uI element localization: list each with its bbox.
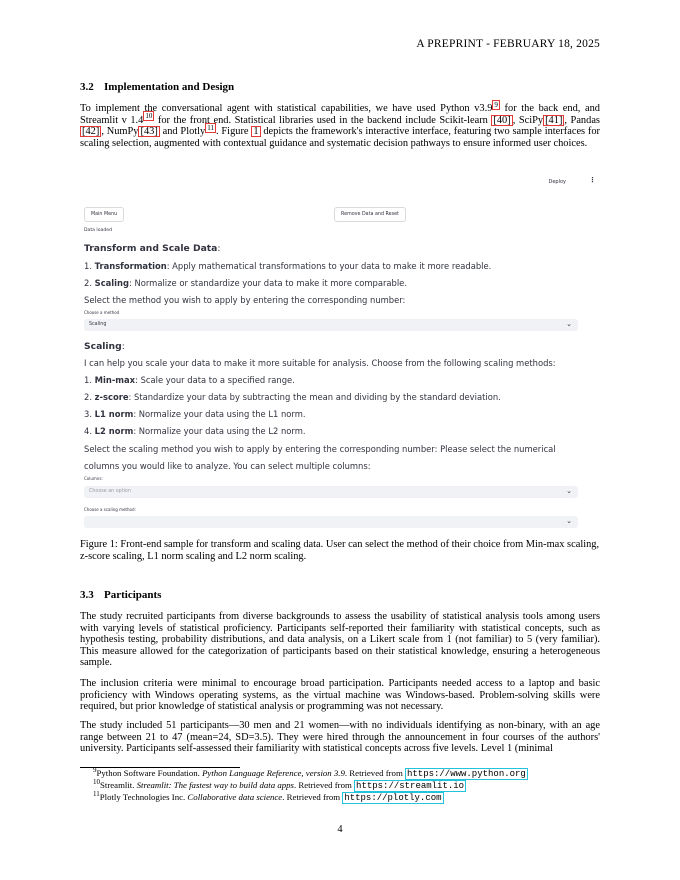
chevron-down-icon: ⌄: [566, 517, 572, 525]
footnote-text: . Retrieved from: [344, 768, 405, 778]
transform-heading: [84, 243, 221, 254]
footnote-org: Streamlit.: [100, 780, 137, 790]
option-scaling: [84, 278, 407, 288]
item-bold: Transformation: [94, 261, 167, 271]
transform-heading-text: Transform and Scale Data: [84, 243, 218, 254]
kebab-menu-icon[interactable]: ⋮: [589, 176, 596, 184]
item-bold: Scaling: [94, 278, 130, 288]
footnote-number: 11: [93, 790, 100, 799]
choose-method-select[interactable]: [84, 319, 578, 331]
footnote-ref-10[interactable]: 10: [145, 112, 153, 121]
page-number: 4: [337, 824, 343, 835]
footnote-ref-11[interactable]: 11: [207, 123, 214, 132]
method-l1-norm: [84, 409, 306, 419]
citation-41[interactable]: [41]: [545, 114, 563, 126]
chevron-down-icon: ⌄: [566, 320, 572, 328]
chevron-down-icon: ⌄: [566, 487, 572, 495]
item-number: 1.: [84, 375, 95, 385]
choose-method-label: Choose a method: [84, 310, 120, 315]
citation-42[interactable]: [42]: [82, 126, 100, 138]
participants-paragraph-3: The study included 51 participants—30 men and 21 women—with no individuals identifying as non-binary, with an age range between 21 to 47 (mean=24, SD=3.5). They were hired through the announcement in four courses of the authors' university. Participants self-assessed their familiarity with statistical concepts across five levels. Level 1 (minimal: [80, 720, 600, 755]
section-title: Participants: [104, 589, 162, 601]
item-bold: z-score: [94, 392, 129, 402]
scaling-prompt-line-2: columns you would like to analyze. You can select multiple columns:: [84, 461, 371, 471]
footnote-text: . Retrieved from: [293, 780, 355, 790]
text-run: , Pandas: [564, 114, 600, 126]
footnote-9: [93, 768, 528, 779]
footnote-number: 9: [93, 766, 97, 775]
scaling-method-select[interactable]: [84, 516, 578, 528]
item-number: 4.: [84, 426, 95, 436]
method-min-max: [84, 375, 295, 385]
figure-ref-1[interactable]: 1: [253, 126, 259, 138]
deploy-button[interactable]: Deploy: [548, 179, 566, 185]
item-text: : Normalize your data using the L1 norm.: [133, 409, 306, 419]
option-transformation: [84, 261, 491, 271]
implementation-paragraph: [80, 100, 601, 149]
footnote-title: Streamlit: The fastest way to build data apps: [136, 780, 294, 790]
text-run: depicts the framework's interactive interface, featuring two sample interfaces for scaling selection, augmented with contextual guidance and systematic decision pathways to ensure informed user choices.: [80, 126, 601, 149]
footnote-title: Python Language Reference, version 3.9: [202, 768, 345, 778]
item-number: 2.: [84, 278, 95, 288]
citation-43[interactable]: [43]: [140, 126, 158, 138]
text-run: , NumPy: [101, 126, 139, 138]
footnote-link[interactable]: https://www.python.org: [407, 769, 526, 779]
scaling-intro: I can help you scale your data to make it more suitable for analysis. Choose from the following scaling methods:: [84, 358, 556, 368]
method-l2-norm: [84, 426, 306, 436]
scaling-heading: [84, 341, 125, 352]
method-z-score: [84, 392, 501, 402]
data-loaded-status: Data loaded: [84, 228, 112, 233]
item-bold: L1 norm: [94, 409, 134, 419]
participants-paragraph-1: The study recruited participants from diverse backgrounds to assess the usability of statistical analysis tools among users with varying levels of statistical proficiency. Participants self-reported their familiarity with statistical concepts, such as hypothesis testing, probability distributions, and data analysis, on a Likert scale from 1 (not familiar) to 5 (very familiar). This measure allowed for the categorization of participants based on their statistical knowledge, ensuring a heterogeneous sample.: [80, 611, 600, 669]
footnote-10: [93, 780, 466, 791]
text-run: To implement the conversational agent with statistical capabilities, we have used Python v3.9: [80, 103, 493, 114]
columns-multiselect[interactable]: [84, 486, 578, 498]
footnote-text: . Retrieved from: [282, 792, 343, 802]
columns-label: Columns:: [84, 476, 103, 481]
colon: :: [217, 243, 221, 254]
figure-1-screenshot: [80, 171, 600, 533]
item-number: 1.: [84, 261, 95, 271]
scaling-method-label: Choose a scaling method:: [84, 507, 136, 512]
item-text: : Normalize your data using the L2 norm.: [133, 426, 306, 436]
running-head: A PREPRINT - FEBRUARY 18, 2025: [416, 38, 600, 50]
main-menu-button[interactable]: Main Menu: [84, 207, 124, 222]
text-run: . Figure: [216, 126, 252, 138]
item-text: : Apply mathematical transformations to your data to make it more readable.: [166, 261, 492, 271]
item-bold: L2 norm: [94, 426, 134, 436]
figure-1-caption: Figure 1: Front-end sample for transform and scaling data. User can select the method of their choice from Min-max scaling, z-score scaling, L1 norm scaling and L2 norm scaling.: [80, 539, 600, 563]
section-number: 3.3: [80, 589, 94, 601]
item-bold: Min-max: [94, 375, 136, 385]
citation-40[interactable]: [40]: [493, 114, 511, 126]
scaling-heading-text: Scaling: [84, 341, 122, 352]
scaling-prompt-line-1: Select the scaling method you wish to apply by entering the corresponding number: Please select the numerical: [84, 444, 556, 454]
columns-placeholder: Choose an option: [89, 489, 131, 494]
footnote-link[interactable]: https://plotly.com: [344, 793, 442, 803]
footnote-org: Python Software Foundation.: [96, 768, 203, 778]
remove-data-button[interactable]: Remove Data and Reset: [334, 207, 406, 222]
participants-paragraph-2: The inclusion criteria were minimal to encourage broad participation. Participants needed access to a laptop and basic proficiency with Windows operating systems, as the virtual machine was Windows-based. Problem-solving skills were required, but prior knowledge of statistical analysis or programming was not necessary.: [80, 678, 600, 713]
item-text: : Standardize your data by subtracting the mean and dividing by the standard deviation.: [128, 392, 501, 402]
footnote-org: Plotly Technologies Inc.: [99, 792, 188, 802]
item-text: : Scale your data to a specified range.: [135, 375, 295, 385]
text-run: for the front end. Statistical libraries used in the backend include Scikit-learn: [154, 114, 492, 126]
select-method-prompt: Select the method you wish to apply by entering the corresponding number:: [84, 295, 406, 305]
footnote-link[interactable]: https://streamlit.io: [356, 781, 465, 791]
item-number: 2.: [84, 392, 95, 402]
text-run: , SciPy: [512, 114, 544, 126]
footnote-title: Collaborative data science: [187, 792, 283, 802]
section-heading-3-3: [80, 589, 161, 601]
footnote-ref-9[interactable]: 9: [494, 100, 498, 109]
footnote-number: 10: [93, 778, 100, 787]
section-heading-3-2: [80, 81, 234, 93]
item-text: : Normalize or standardize your data to make it more comparable.: [129, 278, 407, 288]
text-run: and Plotly: [159, 126, 206, 138]
section-number: 3.2: [80, 81, 94, 93]
footnote-11: [93, 792, 444, 803]
choose-method-value: Scaling: [89, 322, 107, 327]
colon: :: [121, 341, 125, 352]
section-title: Implementation and Design: [104, 81, 235, 93]
text-run: for the back end, and Streamlit v 1.4: [80, 103, 601, 126]
item-number: 3.: [84, 409, 95, 419]
